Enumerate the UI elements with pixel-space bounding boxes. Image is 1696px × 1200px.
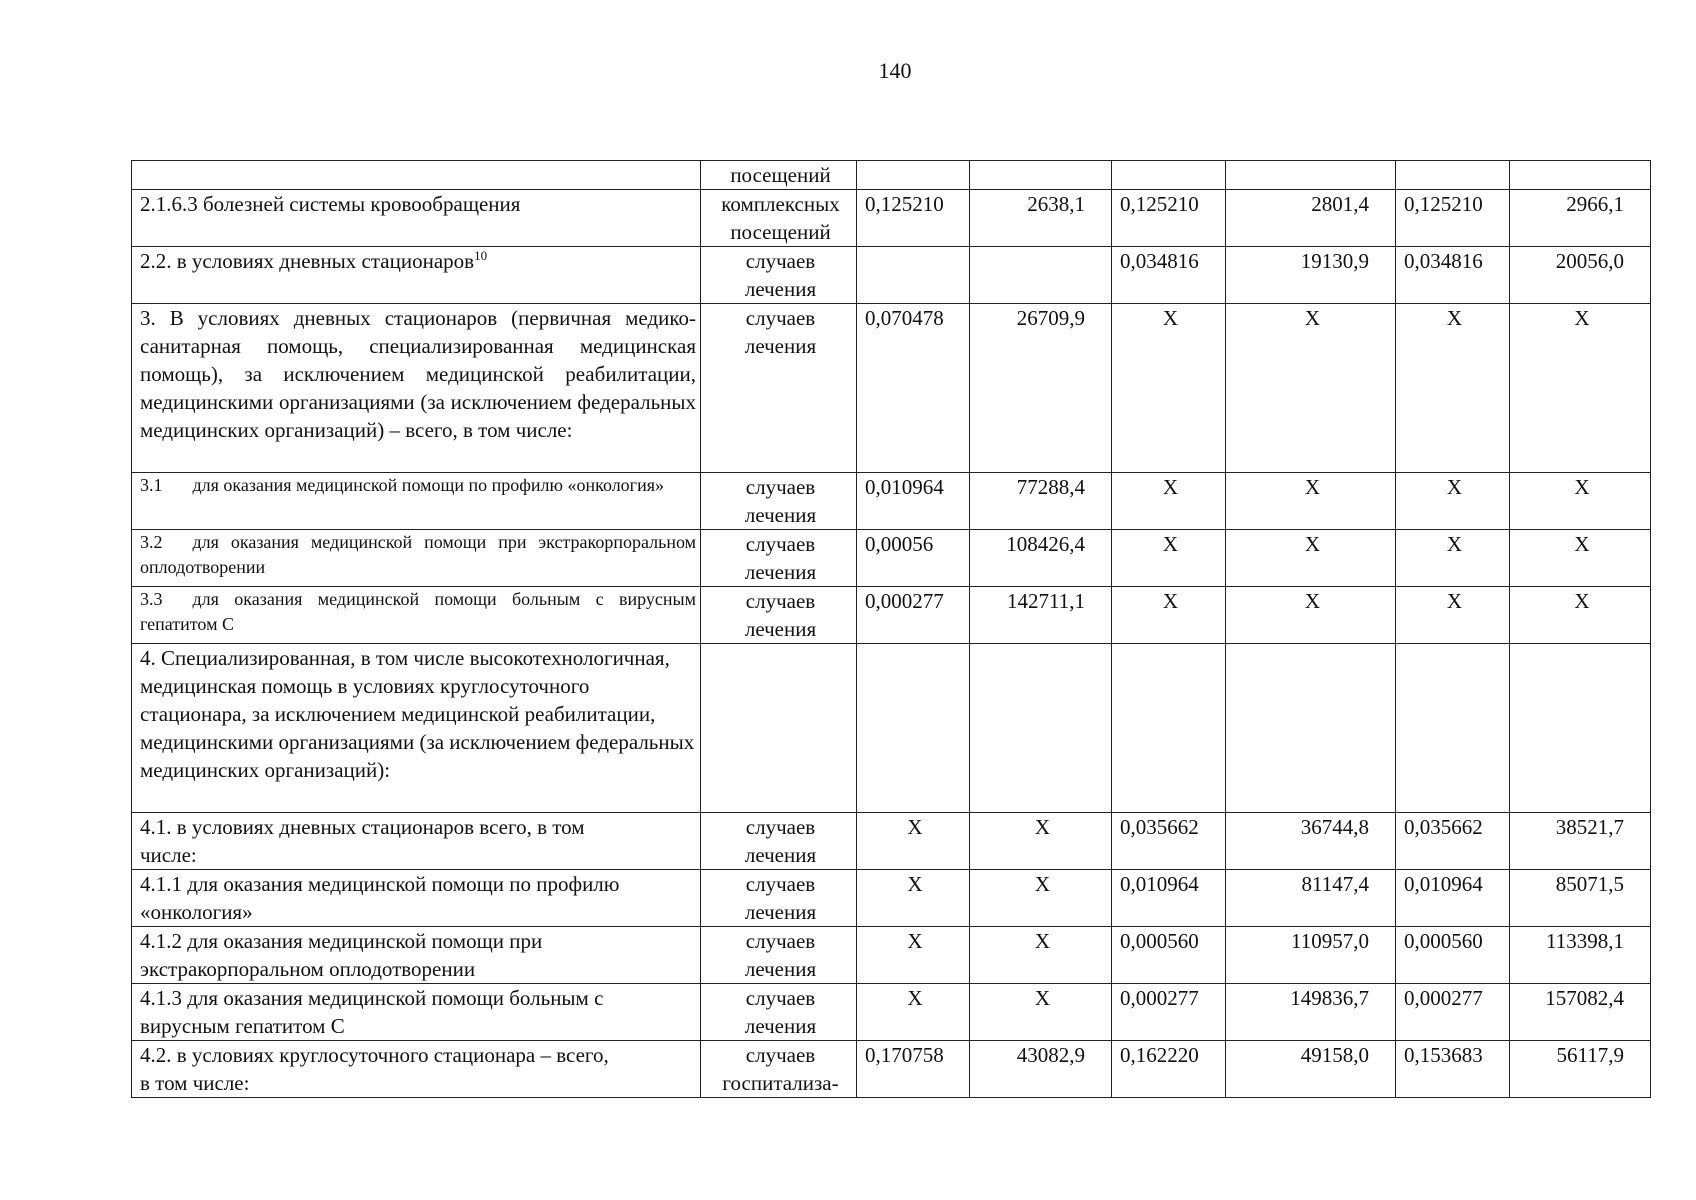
value-cell: X bbox=[1396, 473, 1510, 530]
table-row bbox=[132, 984, 1651, 1041]
value-cell: 0,153683 bbox=[1396, 1041, 1510, 1098]
value-cell: X bbox=[1226, 304, 1396, 473]
row-name-cell: 4. Специализированная, в том числе высокотехнологичная, медицинская помощь в условиях круглосуточного стационара, за исключением медицинской реабилитации, медицинскими организациями (за исключением федеральных медицинских организаций): bbox=[132, 644, 701, 813]
value-cell: 2638,1 bbox=[970, 190, 1112, 247]
unit-cell: случаев лечения bbox=[701, 530, 857, 587]
value-cell: 0,000560 bbox=[1396, 927, 1510, 984]
row-name-text: для оказания медицинской помощи по профилю «онкология» bbox=[192, 475, 664, 495]
row-name-text: для оказания медицинской помощи больным с вирусным гепатитом С bbox=[140, 589, 696, 634]
value-cell: X bbox=[1396, 304, 1510, 473]
value-cell bbox=[857, 161, 970, 190]
row-name-cell: 2.1.6.3 болезней системы кровообращения bbox=[132, 190, 701, 247]
value-cell: X bbox=[1510, 587, 1651, 644]
value-cell: 0,000277 bbox=[1396, 984, 1510, 1041]
value-cell: 77288,4 bbox=[970, 473, 1112, 530]
value-cell: 113398,1 bbox=[1510, 927, 1651, 984]
value-cell: 0,070478 bbox=[857, 304, 970, 473]
value-cell bbox=[857, 247, 970, 304]
value-cell: 0,000277 bbox=[857, 587, 970, 644]
value-cell: 81147,4 bbox=[1226, 870, 1396, 927]
value-cell: 38521,7 bbox=[1510, 813, 1651, 870]
value-cell bbox=[1510, 644, 1651, 813]
value-cell: 157082,4 bbox=[1510, 984, 1651, 1041]
value-cell: 0,010964 bbox=[1396, 870, 1510, 927]
value-cell: X bbox=[970, 813, 1112, 870]
row-name-cell bbox=[132, 473, 701, 530]
value-cell bbox=[970, 644, 1112, 813]
value-cell: 108426,4 bbox=[970, 530, 1112, 587]
value-cell: X bbox=[1112, 587, 1226, 644]
value-cell: X bbox=[970, 870, 1112, 927]
value-cell: 0,034816 bbox=[1396, 247, 1510, 304]
table-row bbox=[132, 1041, 1651, 1098]
value-cell: 0,170758 bbox=[857, 1041, 970, 1098]
value-cell: 2801,4 bbox=[1226, 190, 1396, 247]
footnote-ref: 10 bbox=[474, 248, 488, 263]
row-name-cell: 4.1. в условиях дневных стационаров всего, в том числе: bbox=[132, 813, 701, 870]
unit-cell bbox=[701, 644, 857, 813]
row-name-cell: 4.1.2 для оказания медицинской помощи при экстракорпоральном оплодотворении bbox=[132, 927, 701, 984]
table-row bbox=[132, 190, 1651, 247]
table-row bbox=[132, 161, 1651, 190]
table-row bbox=[132, 870, 1651, 927]
value-cell: X bbox=[857, 927, 970, 984]
value-cell: 49158,0 bbox=[1226, 1041, 1396, 1098]
value-cell: 2966,1 bbox=[1510, 190, 1651, 247]
row-name-cell: 4.2. в условиях круглосуточного стационара – всего, в том числе: bbox=[132, 1041, 701, 1098]
value-cell: X bbox=[1226, 587, 1396, 644]
table-row bbox=[132, 644, 1651, 813]
value-cell bbox=[970, 161, 1112, 190]
value-cell: X bbox=[1396, 587, 1510, 644]
unit-cell: случаев лечения bbox=[701, 984, 857, 1041]
value-cell: 0,000560 bbox=[1112, 927, 1226, 984]
value-cell bbox=[1396, 161, 1510, 190]
row-number: 3.1 bbox=[140, 475, 163, 495]
value-cell: 43082,9 bbox=[970, 1041, 1112, 1098]
value-cell: X bbox=[1226, 473, 1396, 530]
value-cell: X bbox=[857, 984, 970, 1041]
value-cell: 0,010964 bbox=[857, 473, 970, 530]
unit-cell: случаев лечения bbox=[701, 473, 857, 530]
row-name-cell: 4.1.3 для оказания медицинской помощи больным с вирусным гепатитом С bbox=[132, 984, 701, 1041]
value-cell bbox=[1226, 161, 1396, 190]
table-row bbox=[132, 247, 1651, 304]
page-number: 140 bbox=[878, 58, 912, 83]
unit-cell: случаев лечения bbox=[701, 813, 857, 870]
unit-cell: посещений bbox=[701, 161, 857, 190]
value-cell: X bbox=[1226, 530, 1396, 587]
value-cell: 26709,9 bbox=[970, 304, 1112, 473]
unit-cell: случаев лечения bbox=[701, 304, 857, 473]
value-cell: 0,035662 bbox=[1396, 813, 1510, 870]
value-cell: 0,125210 bbox=[1112, 190, 1226, 247]
value-cell bbox=[1396, 644, 1510, 813]
value-cell: 56117,9 bbox=[1510, 1041, 1651, 1098]
value-cell: X bbox=[1112, 530, 1226, 587]
row-name-cell: 4.1.1 для оказания медицинской помощи по профилю «онкология» bbox=[132, 870, 701, 927]
value-cell: 20056,0 bbox=[1510, 247, 1651, 304]
value-cell: 0,00056 bbox=[857, 530, 970, 587]
unit-cell: случаев госпитализа- bbox=[701, 1041, 857, 1098]
value-cell: X bbox=[970, 984, 1112, 1041]
value-cell: 0,010964 bbox=[1112, 870, 1226, 927]
value-cell bbox=[857, 644, 970, 813]
table-row bbox=[132, 304, 1651, 473]
row-name-cell bbox=[132, 247, 701, 304]
value-cell: 0,000277 bbox=[1112, 984, 1226, 1041]
value-cell bbox=[970, 247, 1112, 304]
value-cell: 0,035662 bbox=[1112, 813, 1226, 870]
value-cell bbox=[1510, 161, 1651, 190]
value-cell: X bbox=[1112, 473, 1226, 530]
value-cell: 36744,8 bbox=[1226, 813, 1396, 870]
table-row bbox=[132, 473, 1651, 530]
row-name-cell bbox=[132, 530, 701, 587]
row-name-text: для оказания медицинской помощи при экстракорпоральном оплодотворении bbox=[140, 532, 696, 577]
table-row bbox=[132, 530, 1651, 587]
value-cell: X bbox=[857, 870, 970, 927]
value-cell: 19130,9 bbox=[1226, 247, 1396, 304]
value-cell: X bbox=[1510, 473, 1651, 530]
row-name-cell bbox=[132, 587, 701, 644]
value-cell: X bbox=[1112, 304, 1226, 473]
unit-cell: случаев лечения bbox=[701, 927, 857, 984]
table-row bbox=[132, 813, 1651, 870]
value-cell: 142711,1 bbox=[970, 587, 1112, 644]
unit-cell: комплексных посещений bbox=[701, 190, 857, 247]
table-row bbox=[132, 587, 1651, 644]
value-cell bbox=[1112, 161, 1226, 190]
value-cell bbox=[1112, 644, 1226, 813]
row-number: 3.2 bbox=[140, 532, 163, 552]
value-cell: X bbox=[1510, 530, 1651, 587]
unit-cell: случаев лечения bbox=[701, 247, 857, 304]
table-row bbox=[132, 927, 1651, 984]
row-name-text: 2.2. в условиях дневных стационаров bbox=[140, 249, 475, 273]
value-cell: 110957,0 bbox=[1226, 927, 1396, 984]
value-cell: 85071,5 bbox=[1510, 870, 1651, 927]
row-number: 3.3 bbox=[140, 589, 163, 609]
value-cell: 0,034816 bbox=[1112, 247, 1226, 304]
value-cell: X bbox=[970, 927, 1112, 984]
unit-cell: случаев лечения bbox=[701, 587, 857, 644]
unit-cell: случаев лечения bbox=[701, 870, 857, 927]
value-cell: 0,125210 bbox=[1396, 190, 1510, 247]
value-cell: 0,162220 bbox=[1112, 1041, 1226, 1098]
row-name-cell: 3. В условиях дневных стационаров (первичная медико-санитарная помощь, специализированная медицинская помощь), за исключением медицинской реабилитации, медицинскими организациями (за исключением федеральных медицинских организаций) – всего, в том числе: bbox=[132, 304, 701, 473]
value-cell: X bbox=[857, 813, 970, 870]
value-cell bbox=[1226, 644, 1396, 813]
normatives-table bbox=[131, 160, 1651, 1098]
value-cell: 0,125210 bbox=[857, 190, 970, 247]
value-cell: X bbox=[1510, 304, 1651, 473]
value-cell: 149836,7 bbox=[1226, 984, 1396, 1041]
row-name-cell bbox=[132, 161, 701, 190]
value-cell: X bbox=[1396, 530, 1510, 587]
